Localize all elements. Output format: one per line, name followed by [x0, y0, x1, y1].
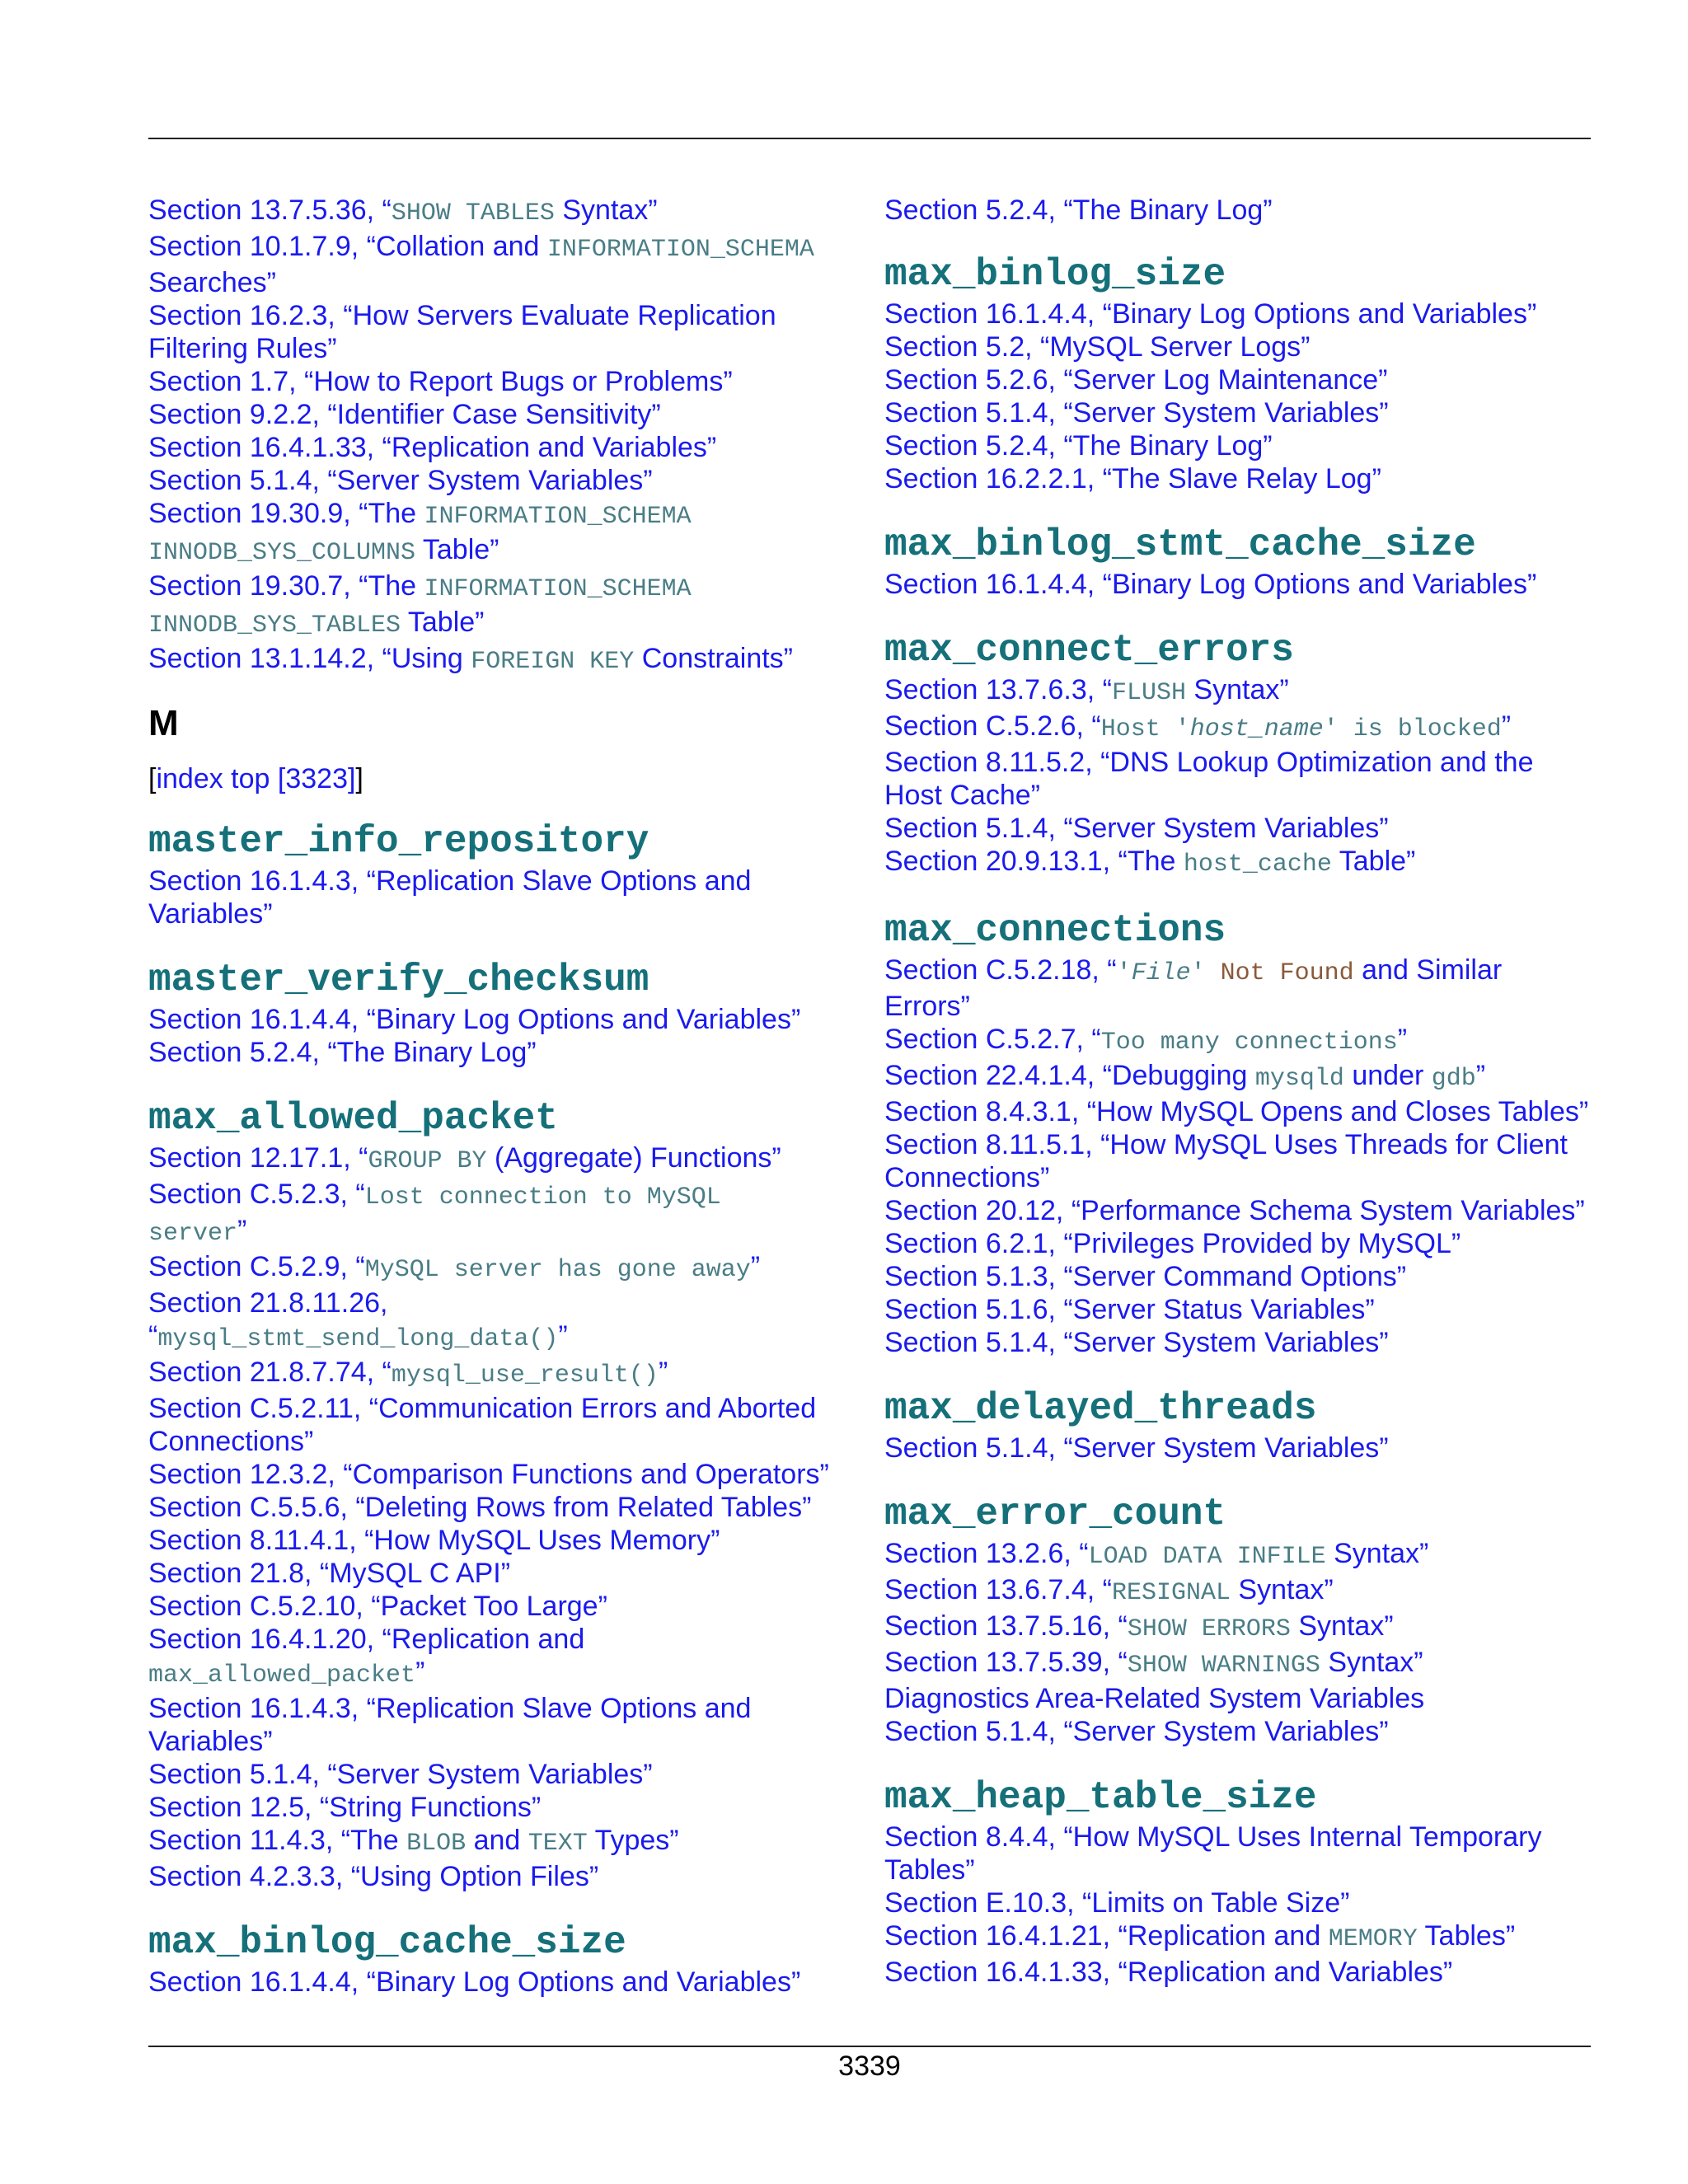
reference-text: “ — [148, 1320, 158, 1352]
reference-text: Section 5.1.4, “Server System Variables” — [884, 813, 1389, 844]
reference-link[interactable] — [884, 1956, 1610, 1989]
reference-text: Section E.10.3, “Limits on Table Size” — [884, 1887, 1350, 1919]
reference-text: ” — [1501, 710, 1512, 742]
reference-text: Errors” — [884, 991, 970, 1022]
code-literal: SHOW TABLES — [391, 199, 555, 227]
reference-text: Section 16.1.4.4, “Binary Log Options and Variables” — [884, 569, 1537, 600]
reference-link[interactable] — [884, 298, 1610, 330]
reference-text: Tables” — [884, 1854, 975, 1886]
reference-link[interactable] — [884, 1610, 1610, 1646]
reference-link[interactable] — [884, 746, 1610, 779]
reference-text: Section 5.2.4, “The Binary Log” — [884, 430, 1273, 462]
continued-references — [148, 194, 874, 678]
code-literal: INNODB_SYS_TABLES — [148, 612, 401, 640]
reference-text: and — [466, 1825, 528, 1856]
reference-link[interactable] — [148, 1458, 874, 1491]
reference-text: Connections” — [884, 1162, 1050, 1193]
page-number: 3339 — [838, 2050, 901, 2082]
reference-text: Section 5.1.4, “Server System Variables” — [884, 397, 1389, 429]
reference-link[interactable] — [148, 1860, 874, 1893]
reference-text: Section 13.7.5.16, “ — [884, 1610, 1128, 1642]
index-term: max_heap_table_size — [884, 1776, 1317, 1819]
reference-link[interactable] — [884, 1573, 1610, 1610]
reference-link[interactable] — [884, 1432, 1610, 1465]
reference-text: Section 16.4.1.33, “Replication and Variables” — [884, 1957, 1453, 1988]
reference-text: Section C.5.5.6, “Deleting Rows from Related Tables” — [148, 1492, 812, 1523]
index-term: max_binlog_stmt_cache_size — [884, 523, 1476, 566]
reference-text: Section 8.4.3.1, “How MySQL Opens and Closes Tables” — [884, 1096, 1589, 1127]
reference-text: Section C.5.2.10, “Packet Too Large” — [148, 1591, 607, 1622]
code-literal: RESIGNAL — [1111, 1579, 1231, 1607]
reference-link[interactable] — [148, 1725, 874, 1758]
reference-link[interactable] — [884, 1537, 1610, 1573]
reference-link[interactable] — [148, 1214, 874, 1250]
code-literal: GROUP BY — [368, 1147, 487, 1175]
reference-link[interactable] — [148, 1966, 874, 1999]
reference-link[interactable] — [148, 365, 874, 398]
reference-text: Section 5.1.4, “Server System Variables” — [148, 1759, 653, 1790]
code-literal: FLUSH — [1111, 679, 1186, 707]
index-term: master_info_repository — [148, 820, 649, 863]
reference-link[interactable] — [884, 330, 1610, 363]
reference-link[interactable] — [884, 1854, 1610, 1886]
reference-text: Section C.5.2.9, “ — [148, 1251, 365, 1282]
reference-link[interactable] — [148, 1250, 874, 1286]
reference-text: Section 8.11.5.2, “DNS Lookup Optimization and the — [884, 747, 1534, 778]
reference-text: Types” — [587, 1825, 679, 1856]
reference-link[interactable] — [148, 431, 874, 464]
reference-link[interactable] — [148, 1758, 874, 1791]
reference-text: and Similar — [1353, 954, 1503, 986]
code-literal: Not Found — [1205, 959, 1354, 987]
reference-text: ” — [658, 1357, 668, 1388]
reference-text: Table” — [1331, 846, 1416, 877]
reference-link[interactable] — [148, 1003, 874, 1036]
reference-link[interactable] — [884, 1293, 1610, 1326]
index-entries — [148, 820, 874, 1999]
reference-text: Section 21.8.11.26, — [148, 1287, 388, 1319]
reference-text: Section 5.1.3, “Server Command Options” — [884, 1261, 1407, 1292]
right-column — [884, 194, 1610, 1989]
reference-link[interactable] — [884, 990, 1610, 1023]
reference-text: Section 21.8, “MySQL C API” — [148, 1558, 511, 1589]
reference-text: Table” — [401, 607, 485, 638]
reference-link[interactable] — [884, 1095, 1610, 1128]
index-term: max_binlog_cache_size — [148, 1921, 626, 1964]
code-literal: INFORMATION_SCHEMA — [424, 575, 692, 603]
reference-text: Section 16.2.2.1, “The Slave Relay Log” — [884, 463, 1381, 494]
reference-link[interactable] — [884, 429, 1610, 462]
reference-link[interactable] — [148, 1286, 874, 1319]
index-term: max_allowed_packet — [148, 1097, 558, 1140]
reference-text: Section 16.4.1.33, “Replication and Variables” — [148, 432, 717, 463]
index-top-link[interactable]: index top [3323] — [156, 763, 356, 794]
reference-link[interactable] — [148, 569, 874, 606]
reference-link[interactable] — [884, 1227, 1610, 1260]
reference-text: Syntax” — [1320, 1647, 1423, 1678]
reference-link[interactable] — [884, 1161, 1610, 1194]
reference-link[interactable] — [148, 464, 874, 497]
reference-text: Constraints” — [634, 643, 794, 674]
reference-text: Connections” — [148, 1426, 314, 1457]
code-literal: max_allowed_packet — [148, 1661, 416, 1690]
code-literal: SHOW ERRORS — [1127, 1615, 1291, 1643]
reference-text: Section 16.1.4.3, “Replication Slave Options and — [148, 865, 752, 897]
reference-text: Section 13.1.14.2, “Using — [148, 643, 471, 674]
reference-text: Section 5.1.4, “Server System Variables” — [884, 1432, 1389, 1464]
reference-link[interactable] — [884, 673, 1610, 710]
section-letter: M — [148, 703, 179, 743]
reference-text: Section C.5.2.18, “ — [884, 954, 1117, 986]
reference-text: Section 4.2.3.3, “Using Option Files” — [148, 1861, 599, 1892]
reference-link[interactable] — [884, 1194, 1610, 1227]
code-literal: Host ' — [1100, 715, 1190, 743]
code-literal: server — [148, 1220, 238, 1248]
footer-rule — [148, 2046, 1591, 2047]
reference-text: ” — [415, 1657, 425, 1688]
reference-text: Section 5.2.6, “Server Log Maintenance” — [884, 364, 1388, 396]
reference-link[interactable] — [148, 1491, 874, 1524]
code-literal: MySQL server has gone away — [364, 1256, 751, 1284]
reference-link[interactable] — [884, 1059, 1610, 1095]
reference-link[interactable] — [148, 865, 874, 898]
reference-link[interactable] — [884, 812, 1610, 845]
index-top-nav — [148, 762, 874, 795]
reference-link[interactable] — [884, 363, 1610, 396]
reference-link[interactable] — [148, 1623, 874, 1656]
reference-link[interactable] — [148, 1824, 874, 1860]
bracket-close: ] — [355, 763, 363, 794]
reference-text: Section 12.17.1, “ — [148, 1142, 368, 1174]
index-term: max_binlog_size — [884, 253, 1226, 296]
code-literal: MEMORY — [1328, 1925, 1418, 1953]
reference-text: Filtering Rules” — [148, 333, 337, 364]
reference-text: Section 16.2.3, “How Servers Evaluate Replication — [148, 300, 776, 331]
reference-link[interactable] — [884, 779, 1610, 812]
reference-text: Section C.5.2.6, “ — [884, 710, 1101, 742]
reference-link[interactable] — [884, 1023, 1610, 1059]
code-literal: Too many connections — [1100, 1029, 1398, 1057]
reference-text: Host Cache” — [884, 780, 1040, 811]
reference-text: Section 20.12, “Performance Schema System Variables” — [884, 1195, 1585, 1226]
reference-link[interactable] — [148, 1319, 874, 1356]
header-rule — [148, 138, 1591, 139]
reference-text: Section 13.7.6.3, “ — [884, 674, 1112, 705]
reference-text: Section 8.4.4, “How MySQL Uses Internal Temporary — [884, 1821, 1542, 1853]
reference-text: under — [1343, 1060, 1432, 1091]
reference-text: Section 8.11.5.1, “How MySQL Uses Threads for Client — [884, 1129, 1568, 1160]
reference-text: Section 5.2, “MySQL Server Logs” — [884, 331, 1311, 363]
code-literal: File — [1131, 959, 1191, 987]
reference-text: Section 20.9.13.1, “The — [884, 846, 1184, 877]
reference-link[interactable] — [884, 845, 1610, 881]
reference-link[interactable] — [148, 1141, 874, 1178]
reference-text: Section 16.1.4.4, “Binary Log Options and Variables” — [148, 1966, 801, 1998]
reference-text: Section 11.4.3, “The — [148, 1825, 407, 1856]
reference-link[interactable] — [148, 299, 874, 332]
reference-text: Section 9.2.2, “Identifier Case Sensitivity” — [148, 399, 661, 430]
reference-link[interactable] — [148, 1178, 874, 1214]
code-literal: SHOW WARNINGS — [1127, 1652, 1320, 1680]
reference-text: Variables” — [148, 898, 273, 930]
left-column — [148, 194, 874, 1999]
code-literal: gdb — [1431, 1065, 1476, 1093]
reference-link[interactable] — [148, 898, 874, 930]
reference-text: Syntax” — [1325, 1538, 1429, 1569]
reference-text: Section 19.30.7, “The — [148, 570, 424, 602]
reference-link[interactable] — [884, 1919, 1610, 1956]
code-literal: mysqld — [1254, 1065, 1344, 1093]
code-literal: FOREIGN KEY — [471, 648, 635, 676]
reference-link[interactable] — [148, 1356, 874, 1392]
code-literal: ' — [1116, 959, 1132, 987]
reference-link[interactable] — [148, 606, 874, 642]
code-literal: BLOB — [406, 1830, 467, 1858]
reference-link[interactable] — [148, 1524, 874, 1557]
code-literal: host_cache — [1183, 851, 1332, 879]
reference-text: Section 19.30.9, “The — [148, 498, 424, 529]
reference-text: ” — [750, 1251, 761, 1282]
code-literal: mysql_use_result() — [391, 1361, 659, 1390]
reference-link[interactable] — [884, 710, 1610, 746]
reference-link[interactable] — [884, 568, 1610, 601]
reference-text: (Aggregate) Functions” — [486, 1142, 781, 1174]
code-literal: TEXT — [528, 1830, 588, 1858]
reference-text: Variables” — [148, 1726, 273, 1757]
reference-text: Section 5.1.6, “Server Status Variables” — [884, 1294, 1375, 1325]
reference-link[interactable] — [884, 194, 1610, 227]
reference-text: Section 5.1.4, “Server System Variables” — [148, 465, 653, 496]
reference-text: Searches” — [148, 267, 276, 298]
code-literal: mysql_stmt_send_long_data() — [157, 1325, 559, 1353]
reference-link[interactable] — [148, 1692, 874, 1725]
continued-references — [884, 194, 1610, 227]
reference-text: Syntax” — [1230, 1574, 1334, 1605]
reference-text: Section 6.2.1, “Privileges Provided by MySQL” — [884, 1228, 1461, 1259]
reference-link[interactable] — [148, 533, 874, 569]
reference-text: Section 16.4.1.20, “Replication and — [148, 1624, 585, 1655]
index-entries — [884, 253, 1610, 1989]
reference-link[interactable] — [884, 1326, 1610, 1359]
reference-link[interactable] — [884, 954, 1610, 990]
reference-link[interactable] — [148, 1590, 874, 1623]
reference-link[interactable] — [148, 642, 874, 678]
reference-link[interactable] — [884, 1886, 1610, 1919]
reference-link[interactable] — [148, 332, 874, 365]
reference-link[interactable] — [148, 497, 874, 533]
reference-text: Section 12.3.2, “Comparison Functions and Operators” — [148, 1459, 829, 1490]
reference-text: ” — [558, 1320, 568, 1352]
reference-link[interactable] — [148, 398, 874, 431]
reference-link[interactable] — [884, 1821, 1610, 1854]
reference-link[interactable] — [884, 1260, 1610, 1293]
reference-link[interactable] — [148, 1656, 874, 1692]
reference-link[interactable] — [148, 194, 874, 230]
reference-link[interactable] — [884, 1646, 1610, 1682]
reference-link[interactable] — [148, 230, 874, 266]
reference-text: Section 12.5, “String Functions” — [148, 1792, 542, 1823]
reference-text: Section 13.7.5.39, “ — [884, 1647, 1128, 1678]
code-literal: INFORMATION_SCHEMA — [546, 236, 814, 264]
reference-text: Section 16.4.1.21, “Replication and — [884, 1920, 1329, 1952]
code-literal: ' — [1190, 959, 1206, 987]
reference-text: Section 5.2.4, “The Binary Log” — [884, 194, 1273, 226]
bracket-open: [ — [148, 763, 157, 794]
reference-link[interactable] — [884, 1682, 1610, 1715]
index-term: max_error_count — [884, 1493, 1226, 1535]
reference-text: Section 21.8.7.74, “ — [148, 1357, 392, 1388]
reference-text: Section 10.1.7.9, “Collation and — [148, 231, 547, 262]
reference-text: Syntax” — [554, 194, 658, 226]
index-term: master_verify_checksum — [148, 958, 649, 1001]
reference-text: Syntax” — [1185, 674, 1289, 705]
code-literal: ' is blocked — [1323, 715, 1502, 743]
reference-link[interactable] — [148, 1036, 874, 1069]
reference-text: Section 5.1.4, “Server System Variables” — [884, 1327, 1389, 1358]
reference-text: ” — [237, 1215, 247, 1246]
code-literal: INNODB_SYS_COLUMNS — [148, 539, 416, 567]
reference-text: Tables” — [1417, 1920, 1516, 1952]
reference-link[interactable] — [148, 1392, 874, 1425]
code-literal: LOAD DATA INFILE — [1088, 1543, 1326, 1571]
reference-text: Syntax” — [1290, 1610, 1394, 1642]
reference-text: ” — [1397, 1024, 1408, 1055]
reference-link[interactable] — [148, 1557, 874, 1590]
index-term: max_connections — [884, 909, 1226, 952]
reference-text: Diagnostics Area-Related System Variables — [884, 1683, 1425, 1714]
reference-link[interactable] — [148, 266, 874, 299]
reference-link[interactable] — [884, 1128, 1610, 1161]
reference-text: Section 13.6.7.4, “ — [884, 1574, 1112, 1605]
reference-text: Section 1.7, “How to Report Bugs or Problems” — [148, 366, 733, 397]
reference-text: Section C.5.2.7, “ — [884, 1024, 1101, 1055]
reference-text: Section 13.7.5.36, “ — [148, 194, 392, 226]
reference-link[interactable] — [884, 462, 1610, 495]
index-term: max_connect_errors — [884, 629, 1294, 672]
code-literal: INFORMATION_SCHEMA — [424, 503, 692, 531]
reference-text: Section C.5.2.3, “ — [148, 1179, 365, 1210]
code-literal: host_name — [1189, 715, 1324, 743]
reference-text: ” — [1475, 1060, 1486, 1091]
reference-link[interactable] — [148, 1791, 874, 1824]
reference-text: Section 5.2.4, “The Binary Log” — [148, 1037, 537, 1068]
reference-link[interactable] — [884, 1715, 1610, 1748]
reference-text: Section 13.2.6, “ — [884, 1538, 1089, 1569]
reference-text: Table” — [415, 534, 499, 565]
reference-text: Section 16.1.4.3, “Replication Slave Options and — [148, 1693, 752, 1724]
reference-text: Section 16.1.4.4, “Binary Log Options and Variables” — [884, 298, 1537, 330]
reference-link[interactable] — [884, 396, 1610, 429]
reference-text: Section C.5.2.11, “Communication Errors and Aborted — [148, 1393, 817, 1424]
reference-text: Section 5.1.4, “Server System Variables” — [884, 1716, 1389, 1747]
reference-text: Section 8.11.4.1, “How MySQL Uses Memory” — [148, 1525, 720, 1556]
reference-text: Section 22.4.1.4, “Debugging — [884, 1060, 1255, 1091]
reference-text: Section 16.1.4.4, “Binary Log Options and Variables” — [148, 1004, 801, 1035]
index-term: max_delayed_threads — [884, 1387, 1317, 1430]
reference-link[interactable] — [148, 1425, 874, 1458]
code-literal: Lost connection to MySQL — [364, 1183, 721, 1212]
